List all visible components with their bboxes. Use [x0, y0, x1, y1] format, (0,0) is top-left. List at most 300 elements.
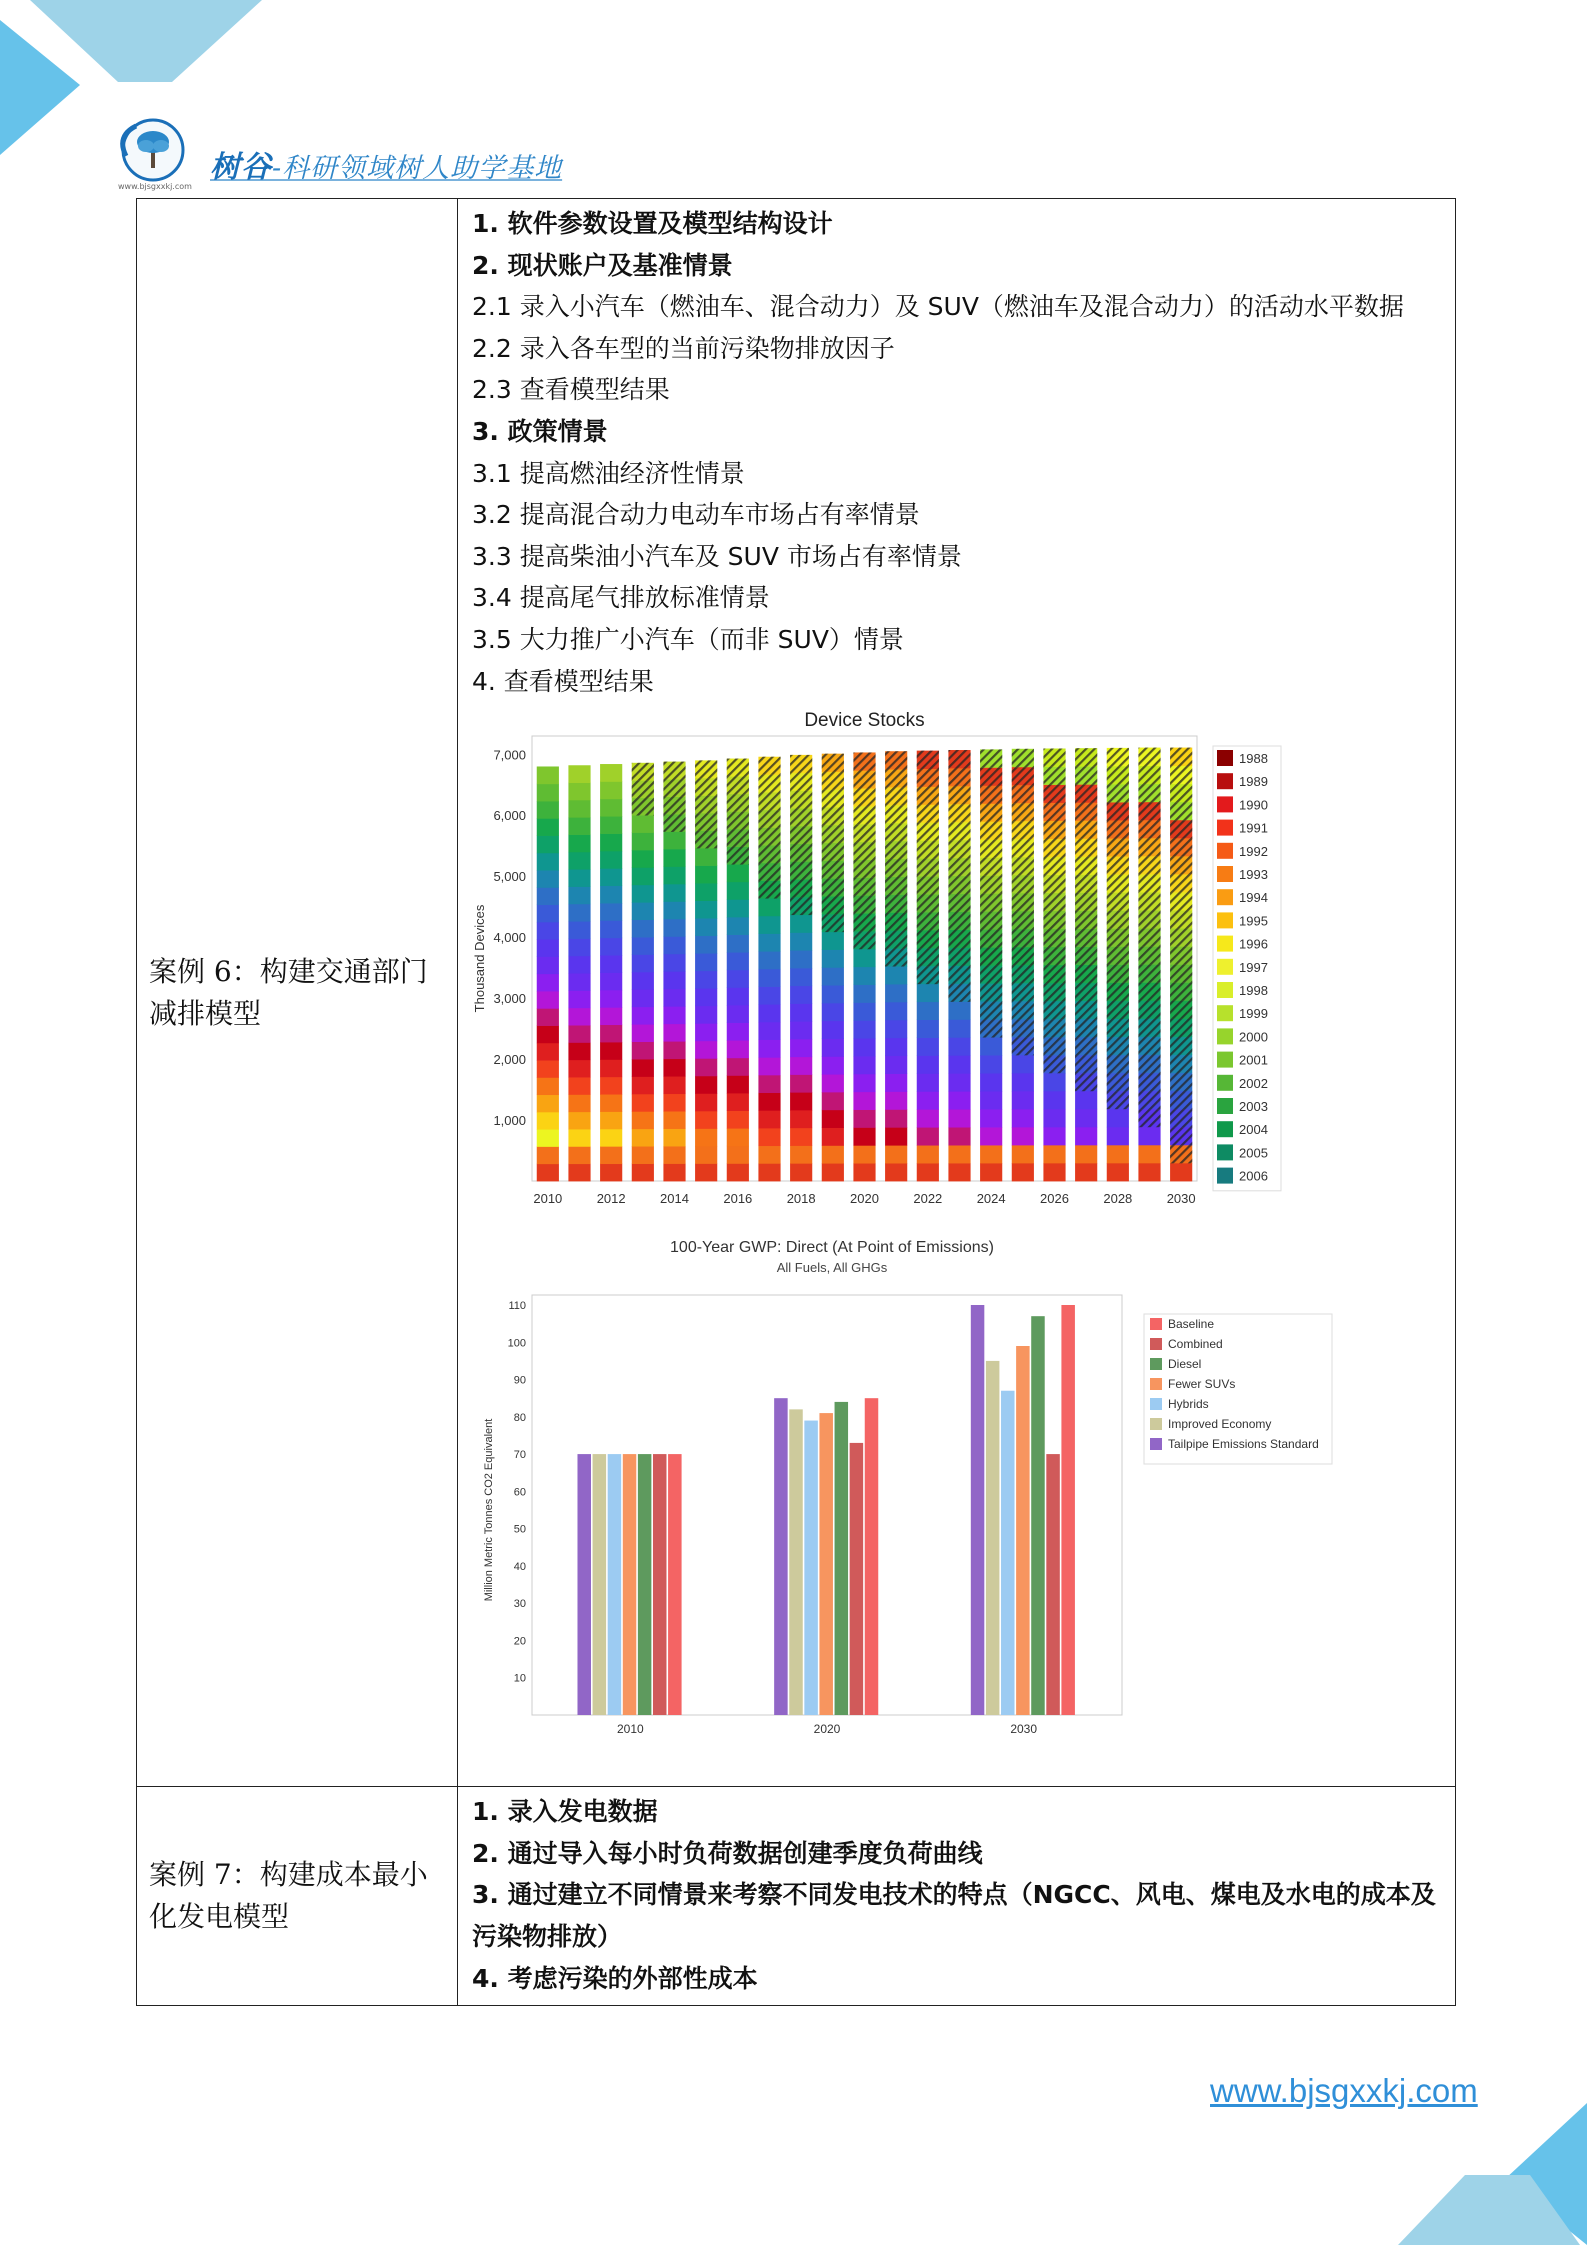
stock-bar-segment: [822, 1146, 844, 1164]
case-6-content: [458, 199, 1456, 1787]
stock-bar-segment: [727, 899, 749, 917]
stock-bar-hatch: [758, 810, 780, 828]
stock-bar-segment: [568, 1008, 590, 1026]
step-line: 3. 通过建立不同情景来考察不同发电技术的特点（NGCC、风电、煤电及水电的成本及污染物排放）: [472, 1880, 1436, 1951]
stock-bar-segment: [632, 902, 654, 920]
stock-bar-hatch: [790, 755, 812, 773]
stock-bar-segment: [568, 973, 590, 991]
stock-bar-segment: [727, 1005, 749, 1023]
step-line: 3.1 提高燃油经济性情景: [472, 458, 745, 488]
stock-bar-hatch: [727, 847, 749, 865]
stock-bar-segment: [695, 1006, 717, 1024]
stock-bar-segment: [695, 971, 717, 989]
legend-swatch: [1217, 936, 1233, 952]
stock-bar-segment: [1012, 1109, 1034, 1127]
stock-bar-segment: [600, 973, 622, 991]
stock-bar-segment: [885, 1002, 907, 1020]
stock-bar-segment: [917, 1109, 939, 1127]
y-tick-label: 70: [513, 1449, 526, 1462]
brand-slogan: [210, 142, 562, 186]
stock-bar-segment: [1043, 1109, 1065, 1127]
step-line: 2.2 录入各车型的当前污染物排放因子: [472, 333, 895, 363]
stock-bar-segment: [790, 1110, 812, 1128]
stock-bar-hatch: [1075, 766, 1097, 784]
stock-bar-hatch: [980, 839, 1002, 857]
stock-bar-segment: [537, 836, 559, 854]
stock-bar-hatch: [948, 750, 970, 768]
stock-bar-hatch: [980, 947, 1002, 965]
stock-bar-segment: [695, 988, 717, 1006]
logo-caption: www.bjsgxxkj.com: [118, 182, 192, 191]
stock-bar-hatch: [885, 751, 907, 769]
x-tick-label: 2016: [723, 1191, 753, 1207]
stock-bar-segment: [885, 1127, 907, 1145]
legend-swatch: [1217, 1029, 1233, 1045]
stock-bar-segment: [663, 1164, 685, 1182]
stock-bar-segment: [948, 1109, 970, 1127]
stock-bar-segment: [1012, 1127, 1034, 1145]
stock-bar-segment: [632, 1077, 654, 1095]
stock-bar-hatch: [1170, 1091, 1192, 1109]
stock-bar-segment: [727, 864, 749, 882]
stock-bar-hatch: [917, 751, 939, 769]
stock-bar-hatch: [1170, 1019, 1192, 1037]
stock-bar-segment: [822, 1163, 844, 1181]
legend-label: 2000: [1239, 1029, 1268, 1045]
stock-bar-segment: [790, 1057, 812, 1075]
stock-bar-hatch: [1043, 1001, 1065, 1019]
stock-bar-segment: [853, 1038, 875, 1056]
stock-bar-hatch: [1012, 1001, 1034, 1019]
stock-bar-hatch: [1107, 802, 1129, 820]
stock-bar-hatch: [695, 831, 717, 849]
stock-bar-segment: [1170, 1163, 1192, 1181]
y-tick-label: 3,000: [493, 991, 526, 1007]
legend-label: 2001: [1239, 1052, 1268, 1068]
stock-bar-hatch: [1075, 893, 1097, 911]
stock-bar-hatch: [885, 930, 907, 948]
stock-bar-segment: [758, 1110, 780, 1128]
stock-bar-hatch: [1012, 965, 1034, 983]
gwp-bar: [638, 1454, 652, 1715]
stock-bar-segment: [537, 767, 559, 785]
stock-bar-segment: [695, 848, 717, 866]
stock-bar-hatch: [1107, 965, 1129, 983]
stock-bar-segment: [600, 1146, 622, 1164]
chart-title: Device Stocks: [804, 710, 925, 732]
stock-bar-hatch: [853, 860, 875, 878]
stock-bar-segment: [568, 1077, 590, 1095]
stock-bar-hatch: [1170, 766, 1192, 784]
stock-bar-hatch: [917, 822, 939, 840]
stock-bar-segment: [695, 1146, 717, 1164]
stock-bar-segment: [600, 1164, 622, 1182]
stock-bar-segment: [568, 921, 590, 939]
stock-bar-segment: [1012, 1145, 1034, 1163]
gwp-bar: [1001, 1391, 1015, 1715]
stock-bar-segment: [917, 1038, 939, 1056]
stock-bar-segment: [600, 816, 622, 834]
stock-bar-segment: [853, 985, 875, 1003]
y-tick-label: 50: [513, 1523, 526, 1536]
stock-bar-segment: [600, 1129, 622, 1147]
step-line: 3.2 提高混合动力电动车市场占有率情景: [472, 500, 920, 530]
stock-bar-segment: [632, 1024, 654, 1042]
y-tick-label: 110: [508, 1300, 526, 1313]
stock-bar-hatch: [727, 759, 749, 777]
legend-label: 1998: [1239, 983, 1268, 999]
gwp-bar: [1061, 1305, 1075, 1715]
stock-bar-hatch: [948, 804, 970, 822]
stock-bar-segment: [537, 1008, 559, 1026]
x-tick-label: 2010: [533, 1191, 563, 1207]
page-header: [110, 112, 590, 192]
stock-bar-hatch: [1043, 821, 1065, 839]
stock-bar-hatch: [790, 826, 812, 844]
stock-bar-segment: [600, 868, 622, 886]
stock-bar-hatch: [1107, 983, 1129, 1001]
stock-bar-hatch: [948, 912, 970, 930]
stock-bar-segment: [853, 1020, 875, 1038]
stock-bar-segment: [663, 849, 685, 867]
stock-bar-segment: [663, 1129, 685, 1147]
x-tick-label: 2018: [786, 1191, 816, 1207]
stock-bar-hatch: [1138, 1055, 1160, 1073]
stock-bar-hatch: [1107, 820, 1129, 838]
y-tick-label: 80: [513, 1411, 526, 1424]
stock-bar-hatch: [1107, 1091, 1129, 1109]
stock-bar-hatch: [1170, 802, 1192, 820]
stock-bar-segment: [980, 1073, 1002, 1091]
stock-bar-segment: [727, 1093, 749, 1111]
y-tick-label: 7,000: [493, 747, 526, 763]
stock-bar-segment: [600, 764, 622, 782]
stock-bar-segment: [727, 917, 749, 935]
stock-bar-hatch: [727, 811, 749, 829]
stock-bar-segment: [568, 783, 590, 801]
gwp-bar: [789, 1409, 803, 1715]
stock-bar-segment: [695, 918, 717, 936]
stock-bar-hatch: [1138, 1019, 1160, 1037]
step-line: 3.4 提高尾气排放标准情景: [472, 583, 770, 613]
legend-swatch: [1150, 1358, 1162, 1370]
stock-bar-segment: [790, 1163, 812, 1181]
stock-bar-segment: [663, 832, 685, 850]
stock-bar-segment: [917, 1145, 939, 1163]
stock-bar-segment: [632, 989, 654, 1007]
stock-bar-hatch: [1043, 803, 1065, 821]
stock-bar-segment: [727, 1040, 749, 1058]
stock-bar-hatch: [727, 776, 749, 794]
legend-swatch: [1217, 959, 1233, 975]
legend-label: 1999: [1239, 1006, 1268, 1022]
stock-bar-hatch: [885, 877, 907, 895]
stock-bar-segment: [632, 1164, 654, 1182]
stock-bar-hatch: [1107, 784, 1129, 802]
stock-bar-segment: [537, 888, 559, 906]
legend-label: 1989: [1239, 774, 1268, 790]
legend-swatch: [1217, 843, 1233, 859]
stock-bar-segment: [727, 1146, 749, 1164]
stock-bar-hatch: [1107, 874, 1129, 892]
stock-bar-segment: [822, 1110, 844, 1128]
stock-bar-hatch: [980, 893, 1002, 911]
stock-bar-segment: [790, 933, 812, 951]
stock-bar-hatch: [1138, 928, 1160, 946]
stock-bar-segment: [695, 1164, 717, 1182]
case-row-6: [137, 199, 1456, 1787]
stock-bar-segment: [758, 1040, 780, 1058]
stock-bar-segment: [600, 1094, 622, 1112]
stock-bar-hatch: [980, 983, 1002, 1001]
stock-bar-segment: [600, 851, 622, 869]
stock-bar-segment: [727, 988, 749, 1006]
gwp-bar: [774, 1398, 788, 1715]
stock-bar-hatch: [822, 861, 844, 879]
stock-bar-segment: [663, 989, 685, 1007]
stock-bar-hatch: [1138, 802, 1160, 820]
stock-bar-segment: [727, 1058, 749, 1076]
stock-bar-hatch: [758, 845, 780, 863]
stock-bar-segment: [632, 1094, 654, 1112]
stock-bar-hatch: [1075, 911, 1097, 929]
stock-bar-segment: [600, 782, 622, 800]
stock-bar-segment: [600, 1007, 622, 1025]
y-tick-label: 20: [513, 1635, 526, 1648]
step-line: 1. 软件参数设置及模型结构设计: [472, 209, 833, 238]
x-tick-label: 2022: [913, 1191, 943, 1207]
stock-bar-segment: [600, 1025, 622, 1043]
chart-title: 100-Year GWP: Direct (At Point of Emissions): [670, 1239, 994, 1257]
stock-bar-segment: [790, 1075, 812, 1093]
stock-bar-hatch: [1170, 784, 1192, 802]
legend-label: 1992: [1239, 843, 1268, 859]
stock-bar-hatch: [917, 769, 939, 787]
stock-bar-hatch: [1170, 910, 1192, 928]
legend-label: 1991: [1239, 820, 1268, 836]
y-tick-label: 60: [513, 1486, 526, 1499]
stock-bar-hatch: [1012, 929, 1034, 947]
stock-bar-hatch: [663, 797, 685, 815]
legend-label: 2003: [1239, 1099, 1268, 1115]
stock-bar-hatch: [695, 761, 717, 779]
stock-bar-segment: [632, 850, 654, 868]
step-line: 2.1 录入小汽车（燃油车、混合动力）及 SUV（燃油车及混合动力）的活动水平数据: [472, 292, 1404, 322]
stock-bar-hatch: [822, 843, 844, 861]
stock-bar-segment: [537, 1043, 559, 1061]
gwp-bar: [577, 1454, 591, 1715]
stock-bar-hatch: [1012, 767, 1034, 785]
stock-bar-hatch: [1012, 839, 1034, 857]
stock-bar-segment: [885, 1163, 907, 1181]
stock-bar-hatch: [1075, 983, 1097, 1001]
stock-bar-hatch: [948, 966, 970, 984]
stock-bar-hatch: [1170, 874, 1192, 892]
stock-bar-hatch: [1107, 947, 1129, 965]
stock-bar-hatch: [853, 913, 875, 931]
stock-bar-segment: [568, 869, 590, 887]
legend-label: 2005: [1239, 1145, 1268, 1161]
stock-bar-segment: [600, 903, 622, 921]
stock-bar-hatch: [1043, 839, 1065, 857]
stock-bar-segment: [980, 1037, 1002, 1055]
legend-label: Hybrids: [1168, 1397, 1209, 1412]
stock-bar-hatch: [1075, 802, 1097, 820]
stock-bar-segment: [632, 1111, 654, 1129]
stock-bar-hatch: [1012, 875, 1034, 893]
stock-bar-hatch: [632, 798, 654, 816]
stock-bar-hatch: [790, 791, 812, 809]
step-line: 2. 通过导入每小时负荷数据创建季度负荷曲线: [472, 1838, 983, 1868]
y-tick-label: 2,000: [493, 1052, 526, 1068]
stock-bar-hatch: [980, 857, 1002, 875]
stock-bar-hatch: [885, 895, 907, 913]
legend-label: Fewer SUVs: [1168, 1377, 1236, 1392]
stock-bar-hatch: [1075, 1001, 1097, 1019]
stock-bar-hatch: [948, 822, 970, 840]
stock-bar-hatch: [632, 780, 654, 798]
stock-bar-segment: [695, 936, 717, 954]
stock-bar-hatch: [1138, 766, 1160, 784]
brand-name: 树谷: [210, 150, 272, 185]
step-line: 3. 政策情景: [472, 416, 608, 446]
stock-bar-hatch: [885, 769, 907, 787]
stock-bar-hatch: [632, 763, 654, 781]
stock-bar-segment: [695, 1041, 717, 1059]
stock-bar-hatch: [948, 768, 970, 786]
stock-bar-hatch: [1075, 965, 1097, 983]
stock-bar-segment: [600, 955, 622, 973]
stock-bar-segment: [632, 1146, 654, 1164]
stock-bar-hatch: [1043, 857, 1065, 875]
stock-bar-hatch: [1138, 946, 1160, 964]
step-line: 3.3 提高柴油小汽车及 SUV 市场占有率情景: [472, 541, 962, 571]
legend-label: 1995: [1239, 913, 1268, 929]
stock-bar-segment: [1075, 1145, 1097, 1163]
stock-bar-hatch: [1075, 748, 1097, 766]
stock-bar-segment: [917, 984, 939, 1002]
stock-bar-hatch: [980, 1001, 1002, 1019]
stock-bar-segment: [695, 953, 717, 971]
stock-bar-segment: [568, 956, 590, 974]
device-stocks-chart: [472, 708, 1342, 1228]
legend-label: 2002: [1239, 1075, 1268, 1091]
stock-bar-hatch: [1107, 1055, 1129, 1073]
stock-bar-segment: [758, 1146, 780, 1164]
stock-bar-segment: [537, 1095, 559, 1113]
stock-bar-hatch: [1138, 1073, 1160, 1091]
stock-bar-segment: [695, 1129, 717, 1147]
legend-swatch: [1217, 1168, 1233, 1184]
stock-bar-segment: [537, 818, 559, 836]
stock-bar-segment: [917, 1127, 939, 1145]
stock-bar-segment: [1012, 1055, 1034, 1073]
stock-bar-segment: [885, 1074, 907, 1092]
stock-bar-segment: [632, 1129, 654, 1147]
stock-bar-segment: [822, 1056, 844, 1074]
stock-bar-segment: [568, 1129, 590, 1147]
stock-bar-hatch: [1138, 784, 1160, 802]
stock-bar-segment: [1107, 1109, 1129, 1127]
gwp-bar: [865, 1398, 879, 1715]
stock-bar-segment: [758, 1128, 780, 1146]
step-line: 2. 现状账户及基准情景: [472, 250, 733, 280]
stock-bar-hatch: [1138, 1001, 1160, 1019]
stock-bar-hatch: [853, 878, 875, 896]
stock-bar-segment: [568, 1112, 590, 1130]
stock-bar-hatch: [1170, 838, 1192, 856]
stock-bar-segment: [663, 936, 685, 954]
stock-bar-segment: [568, 765, 590, 783]
y-axis-label: Thousand Devices: [472, 904, 487, 1013]
x-tick-label: 2020: [850, 1191, 879, 1207]
stock-bar-segment: [568, 939, 590, 957]
stock-bar-hatch: [1043, 749, 1065, 767]
stock-bar-segment: [917, 1002, 939, 1020]
stock-bar-segment: [917, 1091, 939, 1109]
stock-bar-hatch: [822, 807, 844, 825]
stock-bar-segment: [948, 1055, 970, 1073]
stock-bar-segment: [663, 919, 685, 937]
stock-bar-segment: [632, 1007, 654, 1025]
legend-swatch: [1217, 797, 1233, 813]
x-tick-label: 2028: [1103, 1191, 1133, 1207]
stock-bar-segment: [822, 1039, 844, 1057]
stacked-bars: [537, 748, 1193, 1182]
stock-bar-hatch: [917, 876, 939, 894]
stock-bar-hatch: [790, 773, 812, 791]
stock-bar-segment: [790, 1146, 812, 1164]
legend-swatch: [1217, 1005, 1233, 1021]
gwp-bar: [623, 1454, 637, 1715]
x-tick-label: 2030: [1010, 1722, 1038, 1737]
stock-bar-hatch: [695, 813, 717, 831]
stock-bar-segment: [727, 952, 749, 970]
stock-bar-segment: [1012, 1091, 1034, 1109]
stock-bar-hatch: [1012, 857, 1034, 875]
stock-bar-hatch: [758, 792, 780, 810]
stock-bar-hatch: [853, 770, 875, 788]
stock-bar-hatch: [1170, 1073, 1192, 1091]
stock-bar-segment: [1043, 1163, 1065, 1181]
stock-bar-hatch: [980, 768, 1002, 786]
stock-bar-segment: [980, 1109, 1002, 1127]
stock-bar-segment: [695, 901, 717, 919]
stock-bar-segment: [948, 1091, 970, 1109]
stock-bar-segment: [790, 1128, 812, 1146]
stock-bar-hatch: [980, 1019, 1002, 1037]
case-6-steps: [472, 203, 1441, 702]
step-line: 1. 录入发电数据: [472, 1797, 658, 1827]
stock-bar-segment: [790, 915, 812, 933]
stock-bar-segment: [695, 883, 717, 901]
stock-bar-segment: [980, 1163, 1002, 1181]
stock-bar-hatch: [822, 914, 844, 932]
stock-bar-hatch: [1043, 1037, 1065, 1055]
stock-bar-hatch: [758, 881, 780, 899]
stock-bar-segment: [853, 1056, 875, 1074]
stock-bar-hatch: [1138, 1109, 1160, 1127]
stock-bar-segment: [853, 967, 875, 985]
stock-bar-hatch: [1043, 965, 1065, 983]
stock-bar-hatch: [758, 863, 780, 881]
footer-website-link[interactable]: www.bjsgxxkj.com: [1210, 2072, 1478, 2109]
stock-bar-segment: [822, 932, 844, 950]
stock-bar-segment: [853, 1145, 875, 1163]
stock-bar-segment: [917, 1020, 939, 1038]
stock-bar-hatch: [790, 879, 812, 897]
stock-bar-segment: [568, 1146, 590, 1164]
